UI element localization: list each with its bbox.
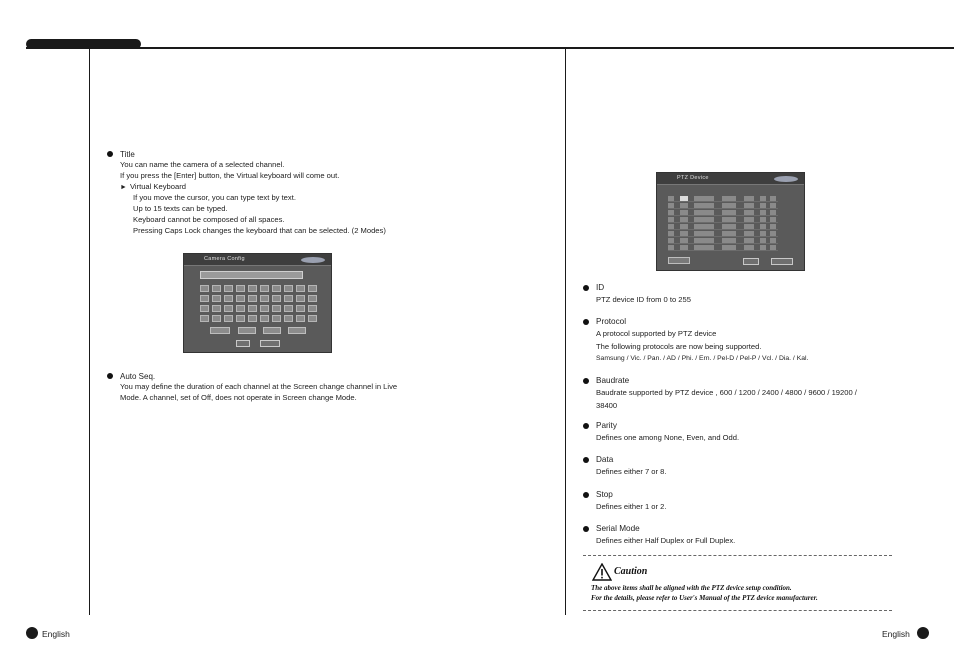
ptz-table-cell (694, 210, 714, 215)
triangle-pointer-icon: ► (120, 183, 127, 191)
title-line-2: If you press the [Enter] button, the Virtual keyboard will come out. (120, 170, 340, 180)
ptz-table-cell (744, 210, 754, 215)
stop-section (583, 489, 883, 513)
serial-mode-heading: Serial Mode (596, 524, 640, 533)
keyboard-key (296, 315, 305, 322)
ptz-table-cell (770, 196, 776, 201)
keyboard-key (200, 305, 209, 312)
serial-mode-desc: Defines either Half Duplex or Full Duplex. (596, 536, 736, 545)
ptz-table-cell (760, 231, 766, 236)
warning-triangle-icon (592, 563, 612, 581)
ptz-table-row (668, 195, 778, 202)
ptz-table-cell (744, 203, 754, 208)
ptz-table-row (668, 209, 778, 216)
bullet-icon (583, 492, 589, 498)
ptz-table-cell (760, 196, 766, 201)
ptz-table-cell (668, 196, 674, 201)
keyboard-key (224, 305, 233, 312)
ptz-table-cell (770, 217, 776, 222)
parity-section (583, 420, 883, 444)
ptz-table-cell (668, 224, 674, 229)
bullet-icon (583, 285, 589, 291)
bullet-icon (107, 151, 113, 157)
keyboard-key (308, 315, 317, 322)
keyboard-key (284, 295, 293, 302)
bullet-icon (583, 423, 589, 429)
caution-line-2: For the details, please refer to User's Manual of the PTZ device manufacturer. (591, 593, 818, 602)
ptz-table-cell (668, 245, 674, 250)
keyboard-key (260, 285, 269, 292)
ptz-table-cell (668, 231, 674, 236)
samsung-logo-icon (774, 176, 798, 182)
keyboard-text-input (200, 271, 303, 279)
ptz-table-cell (770, 238, 776, 243)
ptz-table-cell (722, 224, 736, 229)
keyboard-key (308, 285, 317, 292)
screenshot-title: Camera Config (204, 256, 245, 262)
ptz-table-cell (760, 203, 766, 208)
keyboard-key (200, 285, 209, 292)
caution-line-1: The above items shall be aligned with the PTZ device setup condition. (591, 584, 792, 592)
ptz-table-cell (760, 245, 766, 250)
caution-bottom-divider (583, 610, 892, 611)
bullet-icon (583, 457, 589, 463)
data-section (583, 454, 883, 478)
keyboard-key (308, 295, 317, 302)
ptz-table-cell (770, 203, 776, 208)
ptz-table-cell (680, 231, 688, 236)
id-heading: ID (596, 283, 605, 292)
header-rule (26, 47, 954, 49)
ptz-table-row (668, 223, 778, 230)
ptz-table-cell (694, 224, 714, 229)
keyboard-key (272, 315, 281, 322)
keyboard-key (284, 305, 293, 312)
ptz-table-cell (744, 196, 754, 201)
keyboard-key (212, 305, 221, 312)
title-heading: Title (120, 150, 135, 159)
camera-config-screenshot (183, 253, 332, 353)
keyboard-key (272, 285, 281, 292)
ptz-table-row (668, 230, 778, 237)
ptz-table-row (668, 202, 778, 209)
ptz-table-cell (680, 245, 688, 250)
footer-left-dot (26, 627, 38, 639)
ptz-table-cell (668, 210, 674, 215)
baudrate-heading: Baudrate (596, 376, 630, 385)
keyboard-key (200, 315, 209, 322)
caps-lock-key (210, 327, 230, 334)
bullet-icon (107, 373, 113, 379)
protocol-list: Samsung / Vic. / Pan. / AD / Phi. / Ern. / Pel-D / Pel-P / Vcl. / Dia. / Kal. (596, 355, 809, 362)
footer-left-language: English (42, 629, 70, 639)
keyboard-key (212, 285, 221, 292)
id-section (583, 282, 883, 306)
ptz-table-cell (694, 238, 714, 243)
keyboard-key (236, 305, 245, 312)
id-desc: PTZ device ID from 0 to 255 (596, 295, 691, 304)
parity-heading: Parity (596, 421, 617, 430)
cancel-button (771, 258, 793, 265)
screenshot-title: PTZ Device (677, 175, 709, 181)
center-column-rule (565, 49, 566, 615)
title-bullet (107, 149, 547, 237)
keyboard-key (308, 305, 317, 312)
clear-key (288, 327, 306, 334)
keyboard-key (272, 305, 281, 312)
baudrate-desc-1: Baudrate supported by PTZ device , 600 / 1200 / 2400 / 4800 / 9600 / 19200 / (596, 388, 857, 397)
bullet-icon (583, 319, 589, 325)
protocol-desc-1: A protocol supported by PTZ device (596, 329, 717, 338)
ptz-table-cell (722, 245, 736, 250)
keyboard-key (224, 285, 233, 292)
keyboard-key (260, 305, 269, 312)
ptz-table-row (668, 244, 778, 251)
keyboard-key (224, 295, 233, 302)
ptz-table-row (668, 237, 778, 244)
samsung-logo-icon (301, 257, 325, 263)
auto-seq-line-1: You may define the duration of each channel at the Screen change channel in Live (120, 382, 398, 391)
stop-heading: Stop (596, 490, 613, 499)
ptz-table-cell (722, 231, 736, 236)
protocol-section (583, 316, 883, 365)
protocol-heading: Protocol (596, 317, 627, 326)
keyboard-key (212, 315, 221, 322)
screenshot-titlebar (657, 173, 804, 185)
bullet-icon (583, 378, 589, 384)
ptz-table-cell (760, 210, 766, 215)
protocol-desc-2: The following protocols are now being supported. (596, 341, 762, 351)
ptz-device-screenshot (656, 172, 805, 271)
ptz-table-cell (680, 203, 688, 208)
screenshot-titlebar (184, 254, 331, 266)
vk-line-1: If you move the cursor, you can type text by text. (133, 193, 296, 203)
ptz-table-cell (680, 238, 688, 243)
ptz-table-cell (722, 210, 736, 215)
baudrate-desc-2: 38400 (596, 400, 618, 410)
ptz-table-cell (744, 224, 754, 229)
ptz-table-cell (680, 224, 688, 229)
data-heading: Data (596, 455, 614, 464)
title-line-1: You can name the camera of a selected channel. (120, 160, 285, 169)
keyboard-key (248, 315, 257, 322)
ptz-table-cell (770, 224, 776, 229)
vk-line-4: Pressing Caps Lock changes the keyboard that can be selected. (2 Modes) (133, 225, 386, 235)
ptz-table-cell (770, 231, 776, 236)
keyboard-key (248, 295, 257, 302)
vk-line-3: Keyboard cannot be composed of all spaces. (133, 214, 285, 224)
footer-right-dot (917, 627, 929, 639)
ptz-table-cell (744, 245, 754, 250)
ptz-table-cell (722, 196, 736, 201)
keyboard-key (224, 315, 233, 322)
caution-top-divider (583, 555, 892, 556)
ptz-table-cell (694, 203, 714, 208)
keyboard-key (236, 295, 245, 302)
ok-button (236, 340, 250, 347)
keyboard-key (236, 285, 245, 292)
ptz-table-cell (760, 224, 766, 229)
ptz-table-cell (680, 210, 688, 215)
auto-seq-line-2: Mode. A channel, set of Off, does not operate in Screen change Mode. (120, 392, 357, 402)
auto-seq-section (107, 371, 547, 404)
ptz-table-cell (680, 196, 688, 201)
caution-title: Caution (614, 566, 648, 577)
keyboard-key (296, 305, 305, 312)
keyboard-key (248, 305, 257, 312)
auto-seq-bullet (107, 371, 547, 404)
ptz-table-cell (744, 231, 754, 236)
back-key (263, 327, 281, 334)
keyboard-key (272, 295, 281, 302)
ptz-table-cell (694, 231, 714, 236)
ptz-table-cell (770, 245, 776, 250)
ptz-table-cell (770, 210, 776, 215)
stop-desc: Defines either 1 or 2. (596, 502, 667, 511)
keyboard-key (284, 285, 293, 292)
serial-mode-section (583, 523, 883, 547)
ptz-table-cell (694, 245, 714, 250)
space-key (238, 327, 256, 334)
keyboard-key (236, 315, 245, 322)
ptz-table-cell (744, 238, 754, 243)
bullet-icon (583, 526, 589, 532)
left-margin-rule (89, 49, 90, 615)
cancel-button (260, 340, 280, 347)
ptz-table-cell (760, 238, 766, 243)
ptz-table-cell (668, 203, 674, 208)
footer-right-language: English (882, 629, 910, 639)
keyboard-key (200, 295, 209, 302)
ptz-table-cell (668, 217, 674, 222)
auto-seq-heading: Auto Seq. (120, 372, 156, 381)
data-desc: Defines either 7 or 8. (596, 467, 667, 476)
ptz-table-row (668, 216, 778, 223)
ptz-table-cell (722, 238, 736, 243)
ptz-table-cell (694, 196, 714, 201)
ptz-table-cell (722, 203, 736, 208)
serial-mode-button (668, 257, 690, 264)
keyboard-key (260, 315, 269, 322)
ptz-table-cell (680, 217, 688, 222)
ptz-table-cell (694, 217, 714, 222)
ptz-table-cell (744, 217, 754, 222)
virtual-keyboard-subheading: ► Virtual Keyboard (120, 181, 186, 191)
vk-line-2: Up to 15 texts can be typed. (133, 204, 228, 214)
keyboard-key (284, 315, 293, 322)
ptz-table-cell (760, 217, 766, 222)
ptz-table-cell (722, 217, 736, 222)
ptz-table-cell (668, 238, 674, 243)
keyboard-key (260, 295, 269, 302)
keyboard-key (296, 295, 305, 302)
parity-desc: Defines one among None, Even, and Odd. (596, 433, 740, 442)
caution-text (591, 584, 891, 603)
keyboard-key (296, 285, 305, 292)
keyboard-key (212, 295, 221, 302)
baudrate-section (583, 375, 883, 411)
ok-button (743, 258, 759, 265)
keyboard-key (248, 285, 257, 292)
title-section (107, 149, 547, 237)
